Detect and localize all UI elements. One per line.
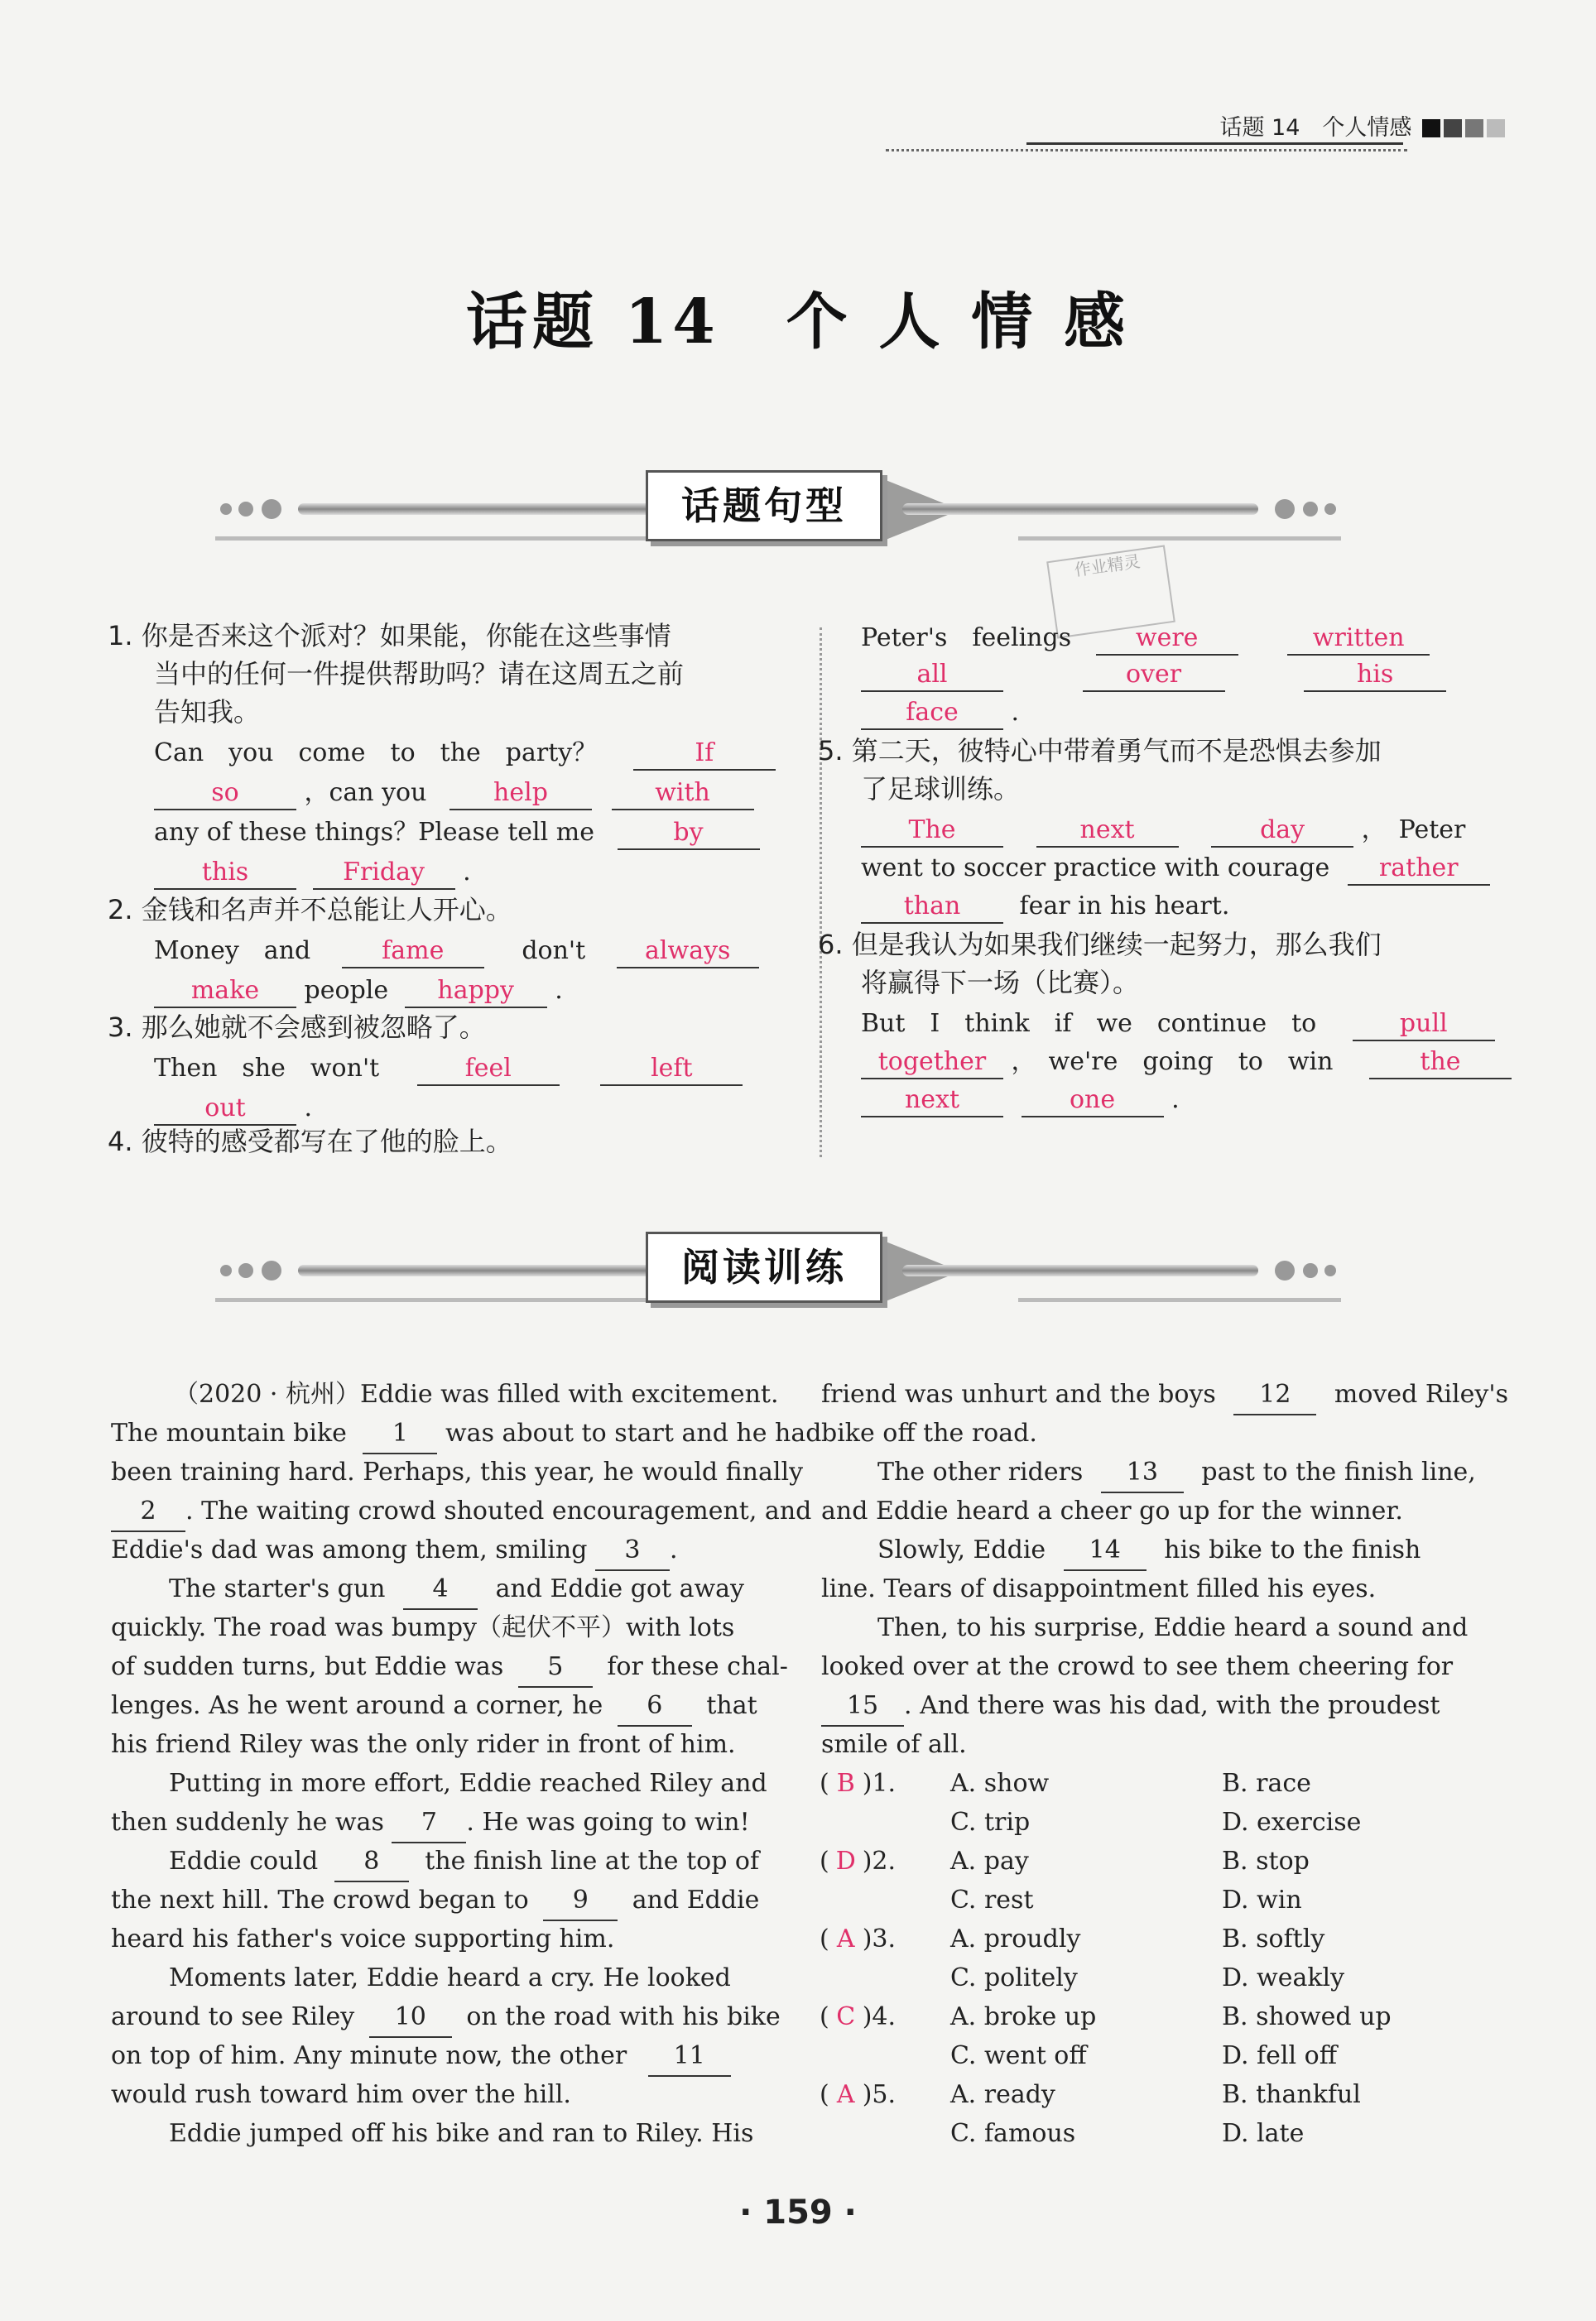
option-row: ( C )4. A. broke up B. showed up bbox=[820, 1998, 896, 2036]
answer-blank: The bbox=[861, 815, 1003, 848]
q2-zh: 2. 金钱和名声并不总能让人开心。 bbox=[108, 894, 512, 925]
option-c: C. rest bbox=[950, 1886, 1034, 1915]
option-c: C. politely bbox=[950, 1963, 1078, 1992]
answer-blank: face bbox=[861, 697, 1003, 730]
answer-blank: make bbox=[154, 975, 296, 1008]
option-a: A. proudly bbox=[950, 1925, 1081, 1953]
passage-line: been training hard. Perhaps, this year, he would finally bbox=[111, 1458, 804, 1487]
q5-en-line1: The next day ， Peter bbox=[861, 811, 1465, 849]
q5-en-line2: went to soccer practice with courage rather bbox=[861, 849, 1490, 887]
q5-zh-line2: 了足球训练。 bbox=[861, 773, 1021, 805]
passage-line: Eddie jumped off his bike and ran to Riley. His bbox=[169, 2119, 754, 2148]
answer-blank: happy bbox=[405, 975, 547, 1008]
q2-en-line1: Money and fame don't always bbox=[154, 932, 759, 970]
q1-zh-line1: 1. 你是否来这个派对？如果能，你能在这些事情 bbox=[108, 620, 671, 651]
q6-en-line2: together ， we're going to win the bbox=[861, 1043, 1512, 1081]
blank-number: 6 bbox=[618, 1687, 692, 1727]
q6-en-line1: But I think if we continue to pull bbox=[861, 1005, 1495, 1043]
answer-blank: next bbox=[1036, 815, 1179, 848]
option-number: )3. bbox=[862, 1925, 897, 1953]
option-d: D. weakly bbox=[1222, 1963, 1345, 1992]
q4-en-line1: Peter's feelings were written bbox=[861, 619, 1430, 657]
blank-number: 13 bbox=[1101, 1454, 1184, 1493]
blank-number: 4 bbox=[403, 1570, 478, 1610]
column-divider bbox=[820, 627, 822, 1157]
passage-line: would rush toward him over the hill. bbox=[111, 2080, 571, 2109]
blank-number: 15 bbox=[821, 1687, 904, 1727]
q6-zh-line2: 将赢得下一场（比赛）。 bbox=[861, 967, 1140, 998]
answer-blank: If bbox=[633, 738, 776, 771]
blank-number: 8 bbox=[334, 1843, 409, 1882]
option-a: A. show bbox=[950, 1769, 1050, 1798]
passage-line: The other riders 13 past to the finish line, bbox=[877, 1454, 1476, 1493]
option-d: D. fell off bbox=[1222, 2041, 1338, 2070]
passage-line: and Eddie heard a cheer go up for the winner. bbox=[821, 1497, 1403, 1526]
answer-blank: written bbox=[1287, 622, 1430, 656]
blank-number: 11 bbox=[648, 2037, 731, 2077]
q1-en-line2: so ，can you help with bbox=[154, 774, 754, 812]
option-a: A. broke up bbox=[950, 2002, 1097, 2031]
q3-zh: 3. 那么她就不会感到被忽略了。 bbox=[108, 1012, 486, 1043]
option-number: )2. bbox=[862, 1847, 897, 1876]
q6-en-line3: next one . bbox=[861, 1081, 1180, 1119]
option-a: A. pay bbox=[950, 1847, 1029, 1876]
answer-blank: so bbox=[154, 777, 296, 810]
answer-blank: out bbox=[154, 1093, 296, 1126]
passage-line: line. Tears of disappointment filled his eyes. bbox=[821, 1574, 1377, 1603]
q5-zh-line1: 5. 第二天，彼特心中带着勇气而不是恐惧去参加 bbox=[818, 735, 1382, 766]
section-title-sentences: 话题句型 bbox=[646, 470, 882, 541]
passage-line: The starter's gun 4 and Eddie got away bbox=[169, 1570, 744, 1610]
option-row: ( D )2. A. pay B. stop bbox=[820, 1843, 896, 1881]
q1-en-line3: any of these things？Please tell me by bbox=[154, 814, 760, 852]
answer-blank: left bbox=[600, 1053, 743, 1086]
q4-zh: 4. 彼特的感受都写在了他的脸上。 bbox=[108, 1126, 512, 1157]
blank-number: 7 bbox=[392, 1804, 466, 1843]
answer-blank: feel bbox=[417, 1053, 560, 1086]
page-title: 话题 14 个 人 情 感 bbox=[465, 286, 1131, 358]
header-rule bbox=[1026, 142, 1403, 145]
option-b: B. softly bbox=[1222, 1925, 1325, 1953]
answer-blank: Friday bbox=[313, 857, 455, 890]
option-b: B. stop bbox=[1222, 1847, 1310, 1876]
answer-blank: than bbox=[861, 891, 1003, 924]
passage-line: bike off the road. bbox=[821, 1419, 1037, 1448]
answer-blank: together bbox=[861, 1046, 1003, 1079]
q3-en-line1: Then she won't feel left bbox=[154, 1050, 743, 1088]
passage-line: Then, to his surprise, Eddie heard a sound and bbox=[877, 1613, 1469, 1642]
option-c: C. famous bbox=[950, 2119, 1076, 2148]
q1-en-line1: Can you come to the party？ If bbox=[154, 734, 776, 772]
answer-blank: pull bbox=[1353, 1008, 1495, 1041]
answer-blank: by bbox=[618, 817, 760, 850]
passage-line: friend was unhurt and the boys 12 moved Riley's bbox=[821, 1376, 1508, 1415]
answer-blank: one bbox=[1022, 1084, 1164, 1117]
q5-en-line3: than fear in his heart. bbox=[861, 887, 1229, 925]
header-dotted-rule bbox=[886, 149, 1407, 151]
stamp-watermark: 作业精灵 bbox=[1046, 545, 1175, 638]
blank-number: 9 bbox=[543, 1881, 618, 1921]
section-banner-sentences bbox=[215, 464, 1341, 555]
running-header bbox=[1219, 109, 1505, 142]
answer-blank: help bbox=[449, 777, 592, 810]
section-title-reading: 阅读训练 bbox=[646, 1232, 882, 1303]
running-header-text: 话题 14 个人情感 bbox=[1219, 115, 1412, 141]
option-b: B. thankful bbox=[1222, 2080, 1361, 2109]
passage-line: Eddie could 8 the finish line at the top of bbox=[169, 1843, 759, 1882]
option-c: C. went off bbox=[950, 2041, 1087, 2070]
passage-line: on top of him. Any minute now, the other 11 bbox=[111, 2037, 731, 2077]
option-a: A. ready bbox=[950, 2080, 1055, 2109]
passage-line: of sudden turns, but Eddie was 5 for these chal- bbox=[111, 1648, 788, 1688]
blank-number: 12 bbox=[1233, 1376, 1316, 1415]
q1-zh-line2: 当中的任何一件提供帮助吗？请在这周五之前 bbox=[154, 658, 685, 690]
answer-blank: all bbox=[861, 659, 1003, 692]
passage-line: the next hill. The crowd began to 9 and Eddie bbox=[111, 1881, 759, 1921]
blank-number: 3 bbox=[595, 1531, 670, 1571]
page-number: · 159 · bbox=[739, 2194, 857, 2232]
q2-en-line2: make people happy . bbox=[154, 972, 563, 1010]
answer-blank: were bbox=[1096, 622, 1238, 656]
square-icon bbox=[1444, 119, 1462, 137]
passage-line: lenges. As he went around a corner, he 6 that bbox=[111, 1687, 757, 1727]
answer-blank: with bbox=[612, 777, 754, 810]
answer-blank: fame bbox=[342, 935, 484, 968]
option-answer: A bbox=[836, 1925, 855, 1953]
answer-blank: day bbox=[1211, 815, 1353, 848]
passage-line: Moments later, Eddie heard a cry. He looked bbox=[169, 1963, 731, 1992]
option-d: D. late bbox=[1222, 2119, 1305, 2148]
blank-number: 1 bbox=[363, 1415, 437, 1454]
passage-line: then suddenly he was 7 . He was going to win! bbox=[111, 1804, 750, 1843]
q6-zh-line1: 6. 但是我认为如果我们继续一起努力，那么我们 bbox=[818, 929, 1382, 960]
answer-blank: over bbox=[1083, 659, 1225, 692]
passage-line: around to see Riley 10 on the road with his bike bbox=[111, 1998, 781, 2038]
option-answer: A bbox=[836, 2080, 855, 2109]
passage-line: looked over at the crowd to see them cheering for bbox=[821, 1652, 1454, 1681]
option-b: B. race bbox=[1222, 1769, 1311, 1798]
square-icon bbox=[1465, 119, 1483, 137]
q1-zh-line3: 告知我。 bbox=[154, 696, 261, 728]
option-number: )1. bbox=[862, 1769, 897, 1798]
blank-number: 14 bbox=[1064, 1531, 1147, 1571]
option-c: C. trip bbox=[950, 1808, 1031, 1837]
passage-line: 15 . And there was his dad, with the proudest bbox=[821, 1687, 1440, 1727]
answer-blank: rather bbox=[1348, 853, 1490, 886]
answer-blank: this bbox=[154, 857, 296, 890]
passage-line: The mountain bike 1 was about to start and he had bbox=[111, 1415, 821, 1454]
passage-line: （2020 · 杭州）Eddie was filled with excitement. bbox=[174, 1380, 779, 1409]
option-b: B. showed up bbox=[1222, 2002, 1392, 2031]
blank-number: 10 bbox=[369, 1998, 452, 2038]
q4-en-line3: face . bbox=[861, 694, 1019, 732]
answer-blank: always bbox=[617, 935, 759, 968]
option-row: ( A )3. A. proudly B. softly bbox=[820, 1920, 896, 1958]
section-banner-reading bbox=[215, 1225, 1341, 1316]
option-answer: B bbox=[836, 1769, 855, 1798]
option-number: )4. bbox=[862, 2002, 897, 2031]
answer-blank: his bbox=[1304, 659, 1446, 692]
q4-en-line2 bbox=[861, 656, 1446, 694]
passage-line: his friend Riley was the only rider in front of him. bbox=[111, 1730, 736, 1759]
option-answer: D bbox=[835, 1847, 856, 1876]
blank-number: 5 bbox=[518, 1648, 593, 1688]
square-icon bbox=[1422, 119, 1440, 137]
answer-blank: next bbox=[861, 1084, 1003, 1117]
option-row: ( B )1. A. show B. race bbox=[820, 1765, 896, 1803]
q1-en-line4: this Friday . bbox=[154, 853, 471, 891]
passage-line: smile of all. bbox=[821, 1730, 967, 1759]
q3-en-line2: out . bbox=[154, 1089, 312, 1127]
option-answer: C bbox=[836, 2002, 856, 2031]
passage-line: quickly. The road was bumpy（起伏不平）with lots bbox=[111, 1613, 735, 1642]
passage-line: Slowly, Eddie 14 his bike to the finish bbox=[877, 1531, 1421, 1571]
option-d: D. win bbox=[1222, 1886, 1302, 1915]
passage-line: Eddie's dad was among them, smiling 3 . bbox=[111, 1531, 678, 1571]
passage-line: heard his father's voice supporting him. bbox=[111, 1925, 615, 1953]
option-number: )5. bbox=[862, 2080, 897, 2109]
option-row: ( A )5. A. ready B. thankful bbox=[820, 2076, 896, 2114]
option-d: D. exercise bbox=[1222, 1808, 1362, 1837]
blank-number: 2 bbox=[111, 1492, 185, 1532]
answer-blank: the bbox=[1369, 1046, 1512, 1079]
square-icon bbox=[1487, 119, 1505, 137]
passage-line: 2 . The waiting crowd shouted encouragement, and bbox=[111, 1492, 811, 1532]
passage-line: Putting in more effort, Eddie reached Riley and bbox=[169, 1769, 767, 1798]
